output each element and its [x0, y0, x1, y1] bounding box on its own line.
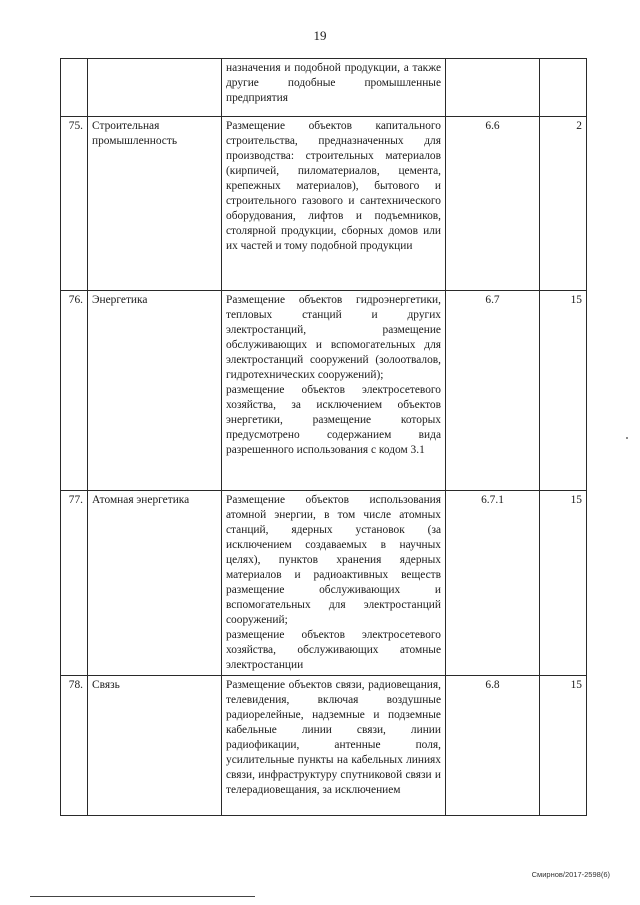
footnote-divider: [30, 896, 255, 897]
scan-speck: [626, 437, 628, 439]
table-row: [61, 117, 587, 291]
row-name: Энергетика: [88, 291, 222, 491]
page-number: 19: [313, 28, 327, 43]
row-description: Размещение объектов использования атомной энергии, в том числе атомных станций, ядерных установок (за исключением создаваемых в научных целях), пунктов хранения ядерных материалов и радиоактивных веществ размещение обслуживающих и вспомогательных для электростанций сооружений; размещение объектов электросетевого хозяйства, обслуживающих атомные электростанции: [222, 491, 446, 676]
row-count: 15: [540, 491, 587, 676]
row-name: Атомная энергетика: [88, 491, 222, 676]
document-reference: Смирнов/2017-2598(6): [531, 870, 610, 879]
table-row: [61, 676, 587, 816]
row-code: 6.7: [446, 291, 540, 491]
row-number: 75.: [61, 117, 88, 291]
row-name: [88, 59, 222, 117]
land-use-table: [60, 58, 587, 816]
table-row: [61, 491, 587, 676]
row-number: 78.: [61, 676, 88, 816]
row-count: 2: [540, 117, 587, 291]
table-row: [61, 59, 587, 117]
row-code: [446, 59, 540, 117]
row-name: Связь: [88, 676, 222, 816]
row-count: 15: [540, 676, 587, 816]
row-code: 6.7.1: [446, 491, 540, 676]
row-code: 6.6: [446, 117, 540, 291]
row-number: 76.: [61, 291, 88, 491]
row-count: 15: [540, 291, 587, 491]
table-row: [61, 291, 587, 491]
row-description: Размещение объектов гидроэнергетики, тепловых станций и других электростанций, размещение обслуживающих и вспомогательных для электростанций сооружений (золоотвалов, гидротехнических сооружений); размещение объектов электросетевого хозяйства, за исключением объектов энергетики, размещение которых предусмотрено содержанием вида разрешенного использования с кодом 3.1: [222, 291, 446, 491]
row-name: Строительная промышленность: [88, 117, 222, 291]
row-number: [61, 59, 88, 117]
row-count: [540, 59, 587, 117]
row-description: Размещение объектов капитального строительства, предназначенных для производства: строительных материалов (кирпичей, пиломатериалов, цемента, крепежных материалов), бытового и строительного газового и сантехнического оборудования, лифтов и подъемников, столярной продукции, сборных домов или их частей и тому подобной продукции: [222, 117, 446, 291]
row-description: назначения и подобной продукции, а также другие подобные промышленные предприятия: [222, 59, 446, 117]
row-code: 6.8: [446, 676, 540, 816]
row-description: Размещение объектов связи, радиовещания, телевидения, включая воздушные радиорелейные, надземные и подземные кабельные линии связи, линии радиофикации, антенные поля, усилительные пункты на кабельных линиях связи, инфраструктуру спутниковой связи и телерадиовещания, за исключением: [222, 676, 446, 816]
row-number: 77.: [61, 491, 88, 676]
